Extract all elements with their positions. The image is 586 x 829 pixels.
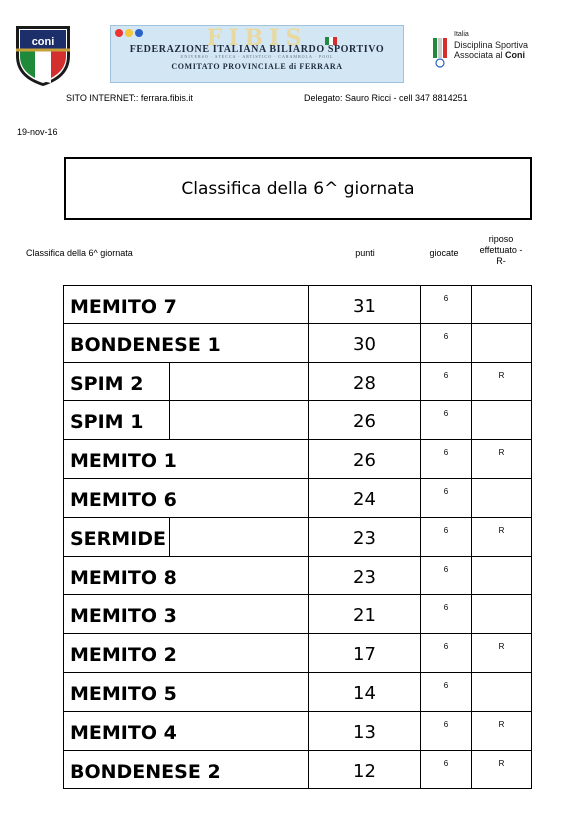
team-name: MEMITO 1 [70,450,177,473]
team-name: MEMITO 2 [70,644,177,667]
rest-flag: R [498,758,505,768]
team-points: 14 [353,682,376,704]
played-cell [420,401,471,440]
team-points: 13 [353,721,376,743]
team-cell [63,285,308,324]
team-points: 26 [353,450,376,472]
rest-flag: R [498,642,505,652]
team-name: SPIM 1 [70,411,144,434]
games-played: 6 [443,486,449,496]
team-name: SPIM 2 [70,372,144,395]
played-cell [420,324,471,363]
points-cell [308,751,420,790]
table-row [63,751,532,790]
games-played: 6 [443,294,449,303]
coni-shield-logo [10,22,76,88]
cell-divider [169,363,170,401]
delegate-info: Delegato: Sauro Ricci - cell 347 8814251 [304,93,468,103]
points-cell [308,712,420,751]
table-row [63,557,532,596]
team-name: MEMITO 5 [70,682,177,705]
standings-table [63,285,532,789]
points-cell [308,285,420,324]
played-cell [420,557,471,596]
federation-disciplines: UNIVERSO · STECCA · ARTISTICO · CARAMBOLA · POOL [180,54,334,59]
cell-divider [169,401,170,439]
points-cell [308,363,420,402]
games-played: 6 [443,758,449,768]
rest-flag: R [498,525,505,535]
table-row [63,634,532,673]
table-row [63,595,532,634]
fibis-banner [110,25,404,83]
rest-flag: R [498,448,505,458]
rest-cell [471,401,532,440]
points-cell [308,440,420,479]
played-cell [420,363,471,402]
dsa-line-1: Disciplina Sportiva [454,40,529,50]
team-cell [63,401,308,440]
team-cell [63,751,308,790]
team-cell [63,595,308,634]
column-header-rest: riposo effettuato - R- [479,234,523,266]
table-row [63,673,532,712]
games-played: 6 [443,370,449,380]
team-points: 26 [353,411,376,433]
document-date: 19-nov-16 [17,127,58,137]
rest-cell [471,595,532,634]
committee-name: COMITATO PROVINCIALE di FERRARA [171,62,343,71]
fibis-wordmark: FIBIS [206,25,308,51]
federation-name: FEDERAZIONE ITALIANA BILIARDO SPORTIVO [129,44,385,55]
games-played: 6 [443,409,449,419]
page-title: Classifica della 6^ giornata [181,179,415,199]
site-url: SITO INTERNET:: ferrara.fibis.it [66,93,193,103]
rest-flag: R [498,719,505,729]
points-cell [308,557,420,596]
team-name: MEMITO 6 [70,488,177,511]
table-row [63,363,532,402]
team-name: MEMITO 8 [70,566,177,589]
team-cell [63,557,308,596]
games-played: 6 [443,448,449,458]
games-played: 6 [443,680,449,690]
team-name: SERMIDE [70,527,167,550]
italian-flag-icon [325,30,337,38]
rest-cell [471,557,532,596]
rest-cell [471,634,532,673]
team-points: 12 [353,760,376,782]
team-points: 17 [353,644,376,666]
rest-cell [471,673,532,712]
rest-cell [471,324,532,363]
played-cell [420,518,471,557]
rest-cell [471,285,532,324]
team-cell [63,363,308,402]
rest-cell [471,751,532,790]
rest-cell [471,479,532,518]
played-cell [420,595,471,634]
table-row [63,518,532,557]
games-played: 6 [443,642,449,652]
points-cell [308,518,420,557]
played-cell [420,712,471,751]
games-played: 6 [443,719,449,729]
dsa-italia: Italia [454,31,469,38]
played-cell [420,285,471,324]
played-cell [420,673,471,712]
team-cell [63,479,308,518]
cell-divider [169,518,170,556]
title-box [64,157,532,220]
points-cell [308,595,420,634]
points-cell [308,401,420,440]
team-name: MEMITO 7 [70,296,177,318]
team-name: MEMITO 3 [70,605,177,628]
rest-flag: R [498,370,505,380]
points-cell [308,324,420,363]
table-row [63,324,532,363]
team-cell [63,440,308,479]
team-points: 21 [353,605,376,627]
team-cell [63,518,308,557]
games-played: 6 [443,564,449,574]
points-cell [308,479,420,518]
team-cell [63,634,308,673]
rest-cell [471,518,532,557]
column-header-points: punti [355,248,375,258]
team-points: 30 [353,333,376,355]
table-row [63,440,532,479]
column-header-played: giocate [429,248,459,258]
dsa-line-2: Associata al Coni [454,50,526,60]
dsa-coni-logo [432,30,532,74]
games-played: 6 [443,525,449,535]
team-name: MEMITO 4 [70,721,177,744]
team-name: BONDENESE 2 [70,760,221,783]
games-played: 6 [443,331,449,341]
rest-cell [471,440,532,479]
played-cell [420,634,471,673]
team-cell [63,324,308,363]
played-cell [420,751,471,790]
team-points: 24 [353,488,376,510]
italy-flag-rings-icon [432,32,450,70]
rest-cell [471,363,532,402]
games-played: 6 [443,603,449,613]
table-row [63,712,532,751]
column-header-team: Classifica della 6^ giornata [26,248,133,258]
team-name: BONDENESE 1 [70,333,221,356]
played-cell [420,479,471,518]
team-points: 23 [353,527,376,549]
team-cell [63,673,308,712]
points-cell [308,634,420,673]
team-cell [63,712,308,751]
rest-cell [471,712,532,751]
table-row [63,401,532,440]
table-row [63,479,532,518]
points-cell [308,673,420,712]
team-points: 31 [353,296,376,317]
played-cell [420,440,471,479]
team-points: 28 [353,372,376,394]
team-points: 23 [353,566,376,588]
table-row [63,285,532,324]
coni-logo-text: coni [31,36,55,48]
